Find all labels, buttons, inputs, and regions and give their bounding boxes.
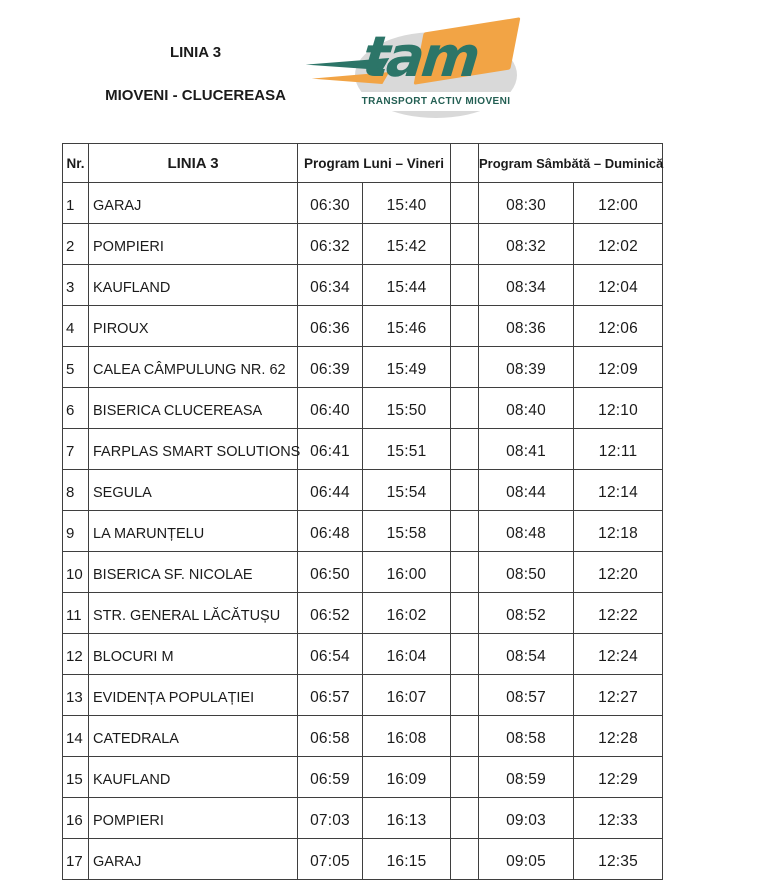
- weekend-time-cell: 12:28: [574, 716, 663, 757]
- row-number-cell: 14: [63, 716, 89, 757]
- spacer-cell: [451, 511, 479, 552]
- table-row: [63, 798, 663, 839]
- spacer-cell: [451, 388, 479, 429]
- weekend-time-cell: 08:34: [479, 265, 574, 306]
- row-number-cell: 11: [63, 593, 89, 634]
- row-number-cell: 15: [63, 757, 89, 798]
- spacer-cell: [451, 757, 479, 798]
- table-row: [63, 306, 663, 347]
- table-row: [63, 347, 663, 388]
- spacer-cell: [451, 839, 479, 880]
- weekend-time-cell: 08:50: [479, 552, 574, 593]
- weekend-time-cell: 12:35: [574, 839, 663, 880]
- table-row: [63, 388, 663, 429]
- table-row: [63, 470, 663, 511]
- stop-name-cell: FARPLAS SMART SOLUTIONS: [89, 429, 298, 470]
- table-row: [63, 634, 663, 675]
- table-row: [63, 839, 663, 880]
- table-row: [63, 183, 663, 224]
- row-number-cell: 6: [63, 388, 89, 429]
- weekend-time-cell: 12:14: [574, 470, 663, 511]
- weekend-time-cell: 08:54: [479, 634, 574, 675]
- weekday-time-cell: 16:15: [363, 839, 451, 880]
- table-row: [63, 593, 663, 634]
- weekday-time-cell: 06:48: [298, 511, 363, 552]
- row-number-cell: 16: [63, 798, 89, 839]
- route-title: MIOVENI - CLUCEREASA: [105, 87, 286, 104]
- weekend-time-cell: 12:02: [574, 224, 663, 265]
- table-row: [63, 675, 663, 716]
- weekday-time-cell: 15:46: [363, 306, 451, 347]
- weekday-time-cell: 06:44: [298, 470, 363, 511]
- stop-name-cell: POMPIERI: [89, 798, 298, 839]
- row-number-cell: 10: [63, 552, 89, 593]
- weekend-time-cell: 09:03: [479, 798, 574, 839]
- weekend-time-cell: 12:09: [574, 347, 663, 388]
- row-number-cell: 8: [63, 470, 89, 511]
- spacer-cell: [451, 183, 479, 224]
- weekday-time-cell: 15:44: [363, 265, 451, 306]
- weekend-time-cell: 12:24: [574, 634, 663, 675]
- stop-name-cell: EVIDENȚA POPULAȚIEI: [89, 675, 298, 716]
- weekday-time-cell: 07:03: [298, 798, 363, 839]
- stop-name-cell: SEGULA: [89, 470, 298, 511]
- weekend-time-cell: 08:52: [479, 593, 574, 634]
- spacer-cell: [451, 798, 479, 839]
- row-number-cell: 9: [63, 511, 89, 552]
- weekday-time-cell: 15:40: [363, 183, 451, 224]
- weekday-time-cell: 16:13: [363, 798, 451, 839]
- weekend-time-cell: 12:20: [574, 552, 663, 593]
- weekday-time-cell: 15:58: [363, 511, 451, 552]
- weekend-time-cell: 08:40: [479, 388, 574, 429]
- weekday-time-cell: 06:58: [298, 716, 363, 757]
- table-row: [63, 224, 663, 265]
- spacer-cell: [451, 224, 479, 265]
- weekday-time-cell: 06:50: [298, 552, 363, 593]
- table-row: [63, 552, 663, 593]
- stop-name-cell: KAUFLAND: [89, 265, 298, 306]
- spacer-cell: [451, 634, 479, 675]
- weekend-time-cell: 08:48: [479, 511, 574, 552]
- spacer-cell: [451, 552, 479, 593]
- weekend-time-cell: 12:29: [574, 757, 663, 798]
- logo-caption: TRANSPORT ACTIV MIOVENI: [360, 92, 512, 111]
- spacer-cell: [451, 306, 479, 347]
- weekday-time-cell: 07:05: [298, 839, 363, 880]
- spacer-cell: [451, 429, 479, 470]
- weekday-time-cell: 06:32: [298, 224, 363, 265]
- row-number-cell: 2: [63, 224, 89, 265]
- table-row: [63, 511, 663, 552]
- spacer-cell: [451, 675, 479, 716]
- weekday-time-cell: 16:09: [363, 757, 451, 798]
- stop-name-cell: GARAJ: [89, 839, 298, 880]
- spacer-cell: [451, 470, 479, 511]
- weekend-time-cell: 08:36: [479, 306, 574, 347]
- col-header-weekend: Program Sâmbătă – Duminică: [479, 144, 663, 183]
- weekday-time-cell: 15:49: [363, 347, 451, 388]
- stop-name-cell: BISERICA CLUCEREASA: [89, 388, 298, 429]
- col-header-nr: Nr.: [63, 144, 89, 183]
- weekday-time-cell: 15:51: [363, 429, 451, 470]
- weekend-time-cell: 12:00: [574, 183, 663, 224]
- table-row: [63, 265, 663, 306]
- weekday-time-cell: 15:42: [363, 224, 451, 265]
- tam-monogram: tam: [359, 25, 481, 90]
- document-titles: [58, 44, 333, 104]
- stop-name-cell: STR. GENERAL LĂCĂTUȘU: [89, 593, 298, 634]
- stop-name-cell: LA MARUNȚELU: [89, 511, 298, 552]
- weekday-time-cell: 06:30: [298, 183, 363, 224]
- weekend-time-cell: 08:41: [479, 429, 574, 470]
- weekday-time-cell: 15:50: [363, 388, 451, 429]
- weekend-time-cell: 12:06: [574, 306, 663, 347]
- weekend-time-cell: 08:59: [479, 757, 574, 798]
- row-number-cell: 12: [63, 634, 89, 675]
- weekday-time-cell: 06:36: [298, 306, 363, 347]
- stop-name-cell: GARAJ: [89, 183, 298, 224]
- weekend-time-cell: 12:22: [574, 593, 663, 634]
- col-header-route: LINIA 3: [89, 144, 298, 183]
- weekday-time-cell: 06:41: [298, 429, 363, 470]
- stop-name-cell: PIROUX: [89, 306, 298, 347]
- table-row: [63, 716, 663, 757]
- weekend-time-cell: 09:05: [479, 839, 574, 880]
- row-number-cell: 17: [63, 839, 89, 880]
- weekday-time-cell: 16:02: [363, 593, 451, 634]
- weekend-time-cell: 12:18: [574, 511, 663, 552]
- weekday-time-cell: 16:04: [363, 634, 451, 675]
- weekday-time-cell: 06:39: [298, 347, 363, 388]
- weekday-time-cell: 06:54: [298, 634, 363, 675]
- stop-name-cell: POMPIERI: [89, 224, 298, 265]
- weekday-time-cell: 06:34: [298, 265, 363, 306]
- line-title: LINIA 3: [169, 44, 222, 61]
- weekend-time-cell: 12:33: [574, 798, 663, 839]
- table-header-row: [63, 144, 663, 183]
- weekday-time-cell: 06:40: [298, 388, 363, 429]
- row-number-cell: 5: [63, 347, 89, 388]
- spacer-cell: [451, 593, 479, 634]
- weekend-time-cell: 08:39: [479, 347, 574, 388]
- row-number-cell: 4: [63, 306, 89, 347]
- weekday-time-cell: 16:00: [363, 552, 451, 593]
- table-row: [63, 429, 663, 470]
- timetable-body: [63, 183, 663, 880]
- weekend-time-cell: 08:57: [479, 675, 574, 716]
- row-number-cell: 13: [63, 675, 89, 716]
- weekend-time-cell: 12:04: [574, 265, 663, 306]
- weekend-time-cell: 08:58: [479, 716, 574, 757]
- timetable: [62, 143, 663, 880]
- weekend-time-cell: 12:27: [574, 675, 663, 716]
- tam-logo: [300, 12, 530, 124]
- spacer-cell: [451, 716, 479, 757]
- col-header-weekday: Program Luni – Vineri: [298, 144, 451, 183]
- col-header-spacer: [451, 144, 479, 183]
- weekend-time-cell: 12:11: [574, 429, 663, 470]
- stop-name-cell: CATEDRALA: [89, 716, 298, 757]
- weekday-time-cell: 15:54: [363, 470, 451, 511]
- weekend-time-cell: 12:10: [574, 388, 663, 429]
- weekend-time-cell: 08:30: [479, 183, 574, 224]
- spacer-cell: [451, 347, 479, 388]
- weekend-time-cell: 08:44: [479, 470, 574, 511]
- row-number-cell: 7: [63, 429, 89, 470]
- row-number-cell: 1: [63, 183, 89, 224]
- stop-name-cell: BISERICA SF. NICOLAE: [89, 552, 298, 593]
- weekday-time-cell: 16:08: [363, 716, 451, 757]
- table-row: [63, 757, 663, 798]
- stop-name-cell: KAUFLAND: [89, 757, 298, 798]
- row-number-cell: 3: [63, 265, 89, 306]
- weekday-time-cell: 16:07: [363, 675, 451, 716]
- weekend-time-cell: 08:32: [479, 224, 574, 265]
- stop-name-cell: CALEA CÂMPULUNG NR. 62: [89, 347, 298, 388]
- spacer-cell: [451, 265, 479, 306]
- weekday-time-cell: 06:57: [298, 675, 363, 716]
- weekday-time-cell: 06:52: [298, 593, 363, 634]
- weekday-time-cell: 06:59: [298, 757, 363, 798]
- stop-name-cell: BLOCURI M: [89, 634, 298, 675]
